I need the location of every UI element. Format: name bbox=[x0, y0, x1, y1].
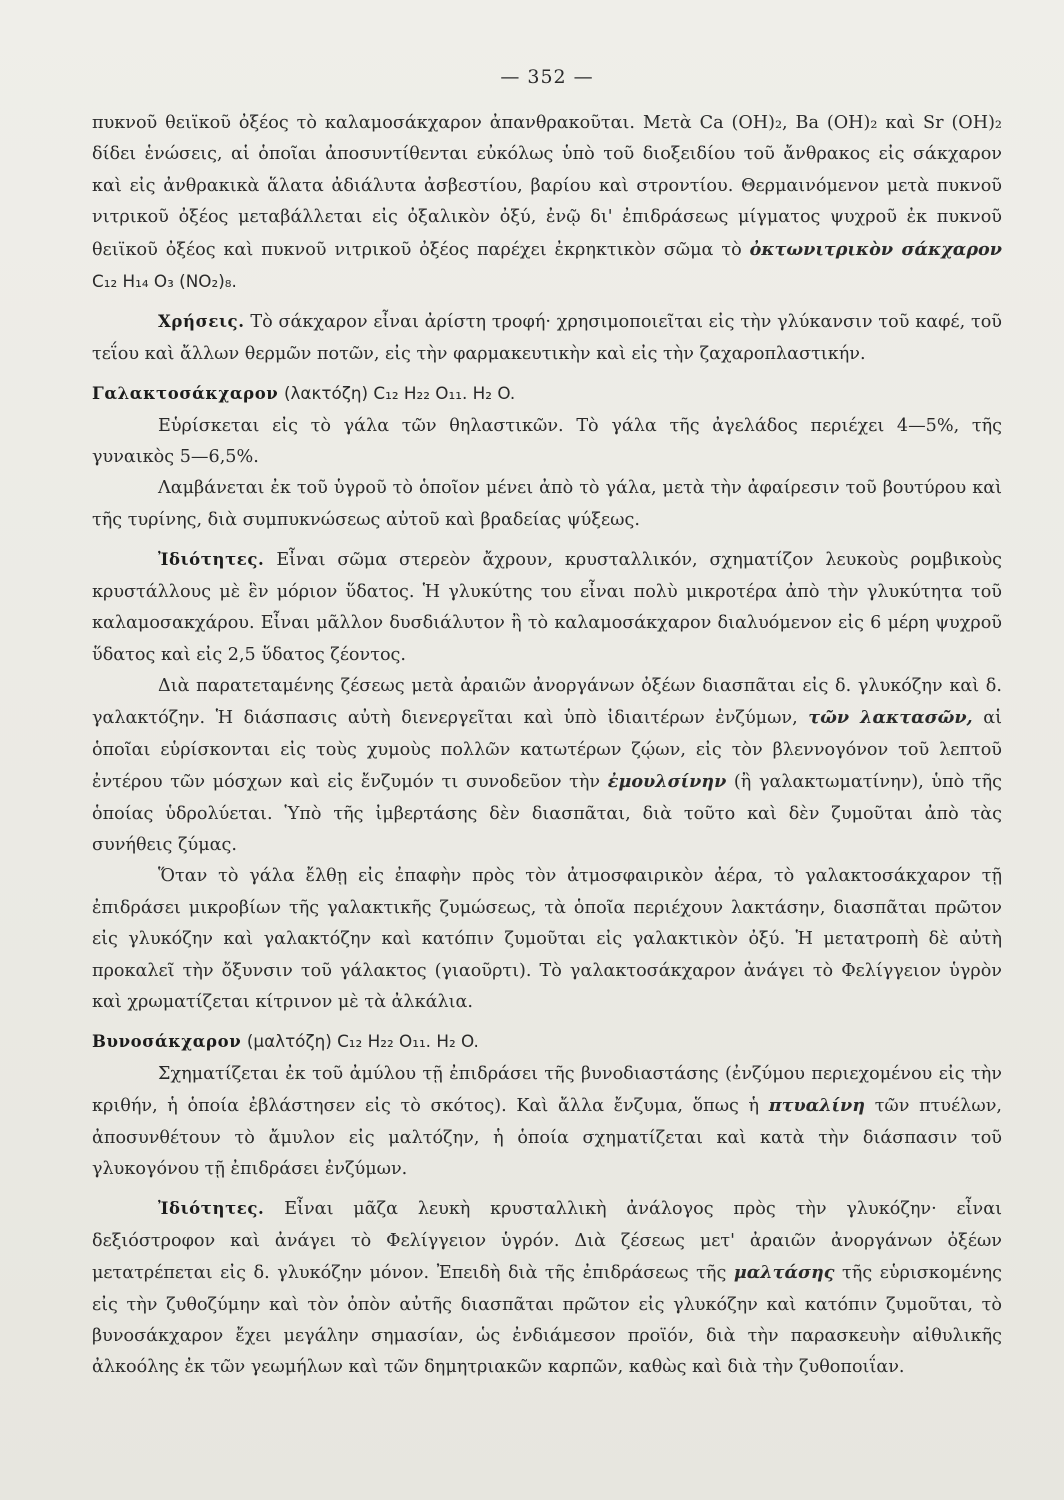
paragraph-maltose-formation bbox=[92, 1059, 1002, 1186]
paragraph-lactose-properties bbox=[92, 544, 1002, 671]
ptyalin-term: πτυαλίνη bbox=[768, 1095, 866, 1117]
octanitro-sugar-term: ὀκτωνιτρικὸν σάκχαρον bbox=[749, 238, 1002, 260]
maltose-properties-text-a: Εἶναι μᾶζα λευκὴ κρυσταλλικὴ ἀνάλογος πρὸς τὴν γλυκόζην· εἶναι δεξιόστροφον καὶ ἀνάγει τὸ Φελίγγειον ὑγρόν. Διὰ ζέσεως μετ' ἀραιῶν ἀνοργάνων ὀξέων μετατρέπεται εἰς δ. γλυκόζην μόνον. Ἐπειδὴ διὰ τῆς ἐπιδράσεως τῆς bbox=[92, 1199, 1003, 1284]
emulsin-term: ἐμουλσίνην bbox=[607, 771, 727, 793]
lactose-properties-text: Εἶναι σῶμα στερεὸν ἄχρουν, κρυσταλλικόν, σχηματίζον λευκοὺς ρομβικοὺς κρυστάλλους μὲ ἓν μόριον ὕδατος. Ἡ γλυκύτης του εἶναι πολὺ μικροτέρα ἀπὸ τὴν γλυκύτητα τοῦ καλαμοσακχάρου. Εἶναι μᾶλλον δυσδιάλυτον ἢ τὸ καλαμοσάκχαρον διαλυόμενον εἰς 6 μέρη ψυχροῦ ὕδατος καὶ εἰς 2,5 ὕδατος ζέοντος. bbox=[92, 550, 1002, 665]
uses-heading: Χρήσεις. bbox=[158, 312, 245, 332]
hydrolysis-text-a: Διὰ παρατεταμένης ζέσεως μετὰ ἀραιῶν ἀνοργάνων ὀξέων διασπᾶται εἰς δ. γλυκόζην καὶ δ. γαλακτόζην. Ἡ διάσπασις αὐτὴ διενεργεῖται καὶ ὑπὸ ἰδιαιτέρων ἐνζύμων, bbox=[92, 675, 1002, 729]
hydrolysis-text-b: αἱ ὁποῖαι εὑρίσκονται εἰς τοὺς χυμοὺς πολλῶν κατωτέρων ζῴων, εἰς τὸν βλεννογόνον τοῦ λεπτοῦ ἐντέρου τῶν μόσχων καὶ εἰς ἔνζυμόν τι συνοδεῦον τὴν bbox=[92, 708, 1003, 793]
paragraph-lactose-occurrence: Εὑρίσκεται εἰς τὸ γάλα τῶν θηλαστικῶν. Τὸ γάλα τῆς ἀγελάδος περιέχει 4—5%, τῆς γυναικὸς 5—6,5%. bbox=[92, 415, 1002, 468]
maltose-formation-text-a: Σχηματίζεται ἐκ τοῦ ἀμύλου τῇ ἐπιδράσει τῆς βυνοδιαστάσης (ἐνζύμου περιεχομένου εἰς τὴν κριθήν, ἡ ὁποία ἐβλάστησεν εἰς τὸ σκότος). Καὶ ἄλλα ἔνζυμα, ὅπως ἡ bbox=[92, 1063, 1002, 1117]
paragraph-uses bbox=[92, 306, 1002, 370]
hydrolysis-text-c: (ἢ γαλακτωματίνην), ὑπὸ τῆς ὁποίας ὑδρολύεται. Ὑπὸ τῆς ἰμβερτάσης δὲν διασπᾶται, διὰ τοῦτο καὶ δὲν ζυμοῦται ἀπὸ τὰς συνήθεις ζύμας. bbox=[92, 772, 1003, 855]
maltose-formation-text-b: τῶν πτυέλων, ἀποσυνθέτουν τὸ ἄμυλον εἰς μαλτόζην, ἡ ὁποία σχηματίζεται καὶ κατὰ τὴν διάσπασιν τοῦ γλυκογόνου τῇ ἐπιδράσει ἐνζύμων. bbox=[92, 1096, 1002, 1179]
page-number: — 352 — bbox=[500, 66, 594, 88]
maltose-heading: Βυνοσάκχαρον bbox=[92, 1032, 242, 1052]
maltose-heading-line bbox=[92, 1026, 1002, 1058]
maltase-term: μαλτάσης bbox=[733, 1262, 835, 1284]
octanitro-formula: C₁₂ H₁₄ O₃ (NO₂)₈. bbox=[92, 271, 237, 292]
paragraph-lactose-hydrolysis bbox=[92, 671, 1002, 861]
lactose-properties-heading: Ἰδιότητες. bbox=[158, 550, 265, 570]
paragraph-lactose-fermentation: Ὅταν τὸ γάλα ἔλθῃ εἰς ἐπαφὴν πρὸς τὸν ἀτμοσφαιρικὸν ἀέρα, τὸ γαλακτοσάκχαρον τῇ ἐπιδράσει μικροβίων τῆς γαλακτικῆς ζυμώσεως, τὰ ὁποῖα περιέχουν λακτάσην, διασπᾶται πρῶτον εἰς γλυκόζην καὶ γαλακτόζην καὶ κατόπιν ζυμοῦται εἰς γαλακτικὸν ὀξύ. Ἡ μετατροπὴ δὲ αὐτὴ προκαλεῖ τὴν ὄξυνσιν τοῦ γάλακτος (γιαοῦρτι). Τὸ γαλακτοσάκχαρον ἀνάγει τὸ Φελίγγειον ὑγρὸν καὶ χρωματίζεται κίτρινον μὲ τὰ ἀλκάλια. bbox=[92, 866, 1002, 1012]
lactose-heading: Γαλακτοσάκχαρον bbox=[92, 384, 279, 404]
paragraph-maltose-properties bbox=[92, 1193, 1002, 1383]
uses-text: Τὸ σάκχαρον εἶναι ἀρίστη τροφή· χρησιμοποιεῖται εἰς τὴν γλύκανσιν τοῦ καφέ, τοῦ τεΐου καὶ ἄλλων θερμῶν ποτῶν, εἰς τὴν φαρμακευτικὴν καὶ εἰς τὴν ζαχαροπλαστικήν. bbox=[92, 312, 1002, 364]
maltose-properties-text-b: τῆς εὑρισκομένης εἰς τὴν ζυθοζύμην καὶ τὸν ὀπὸν αὐτῆς διασπᾶται πρῶτον εἰς γλυκόζην καὶ κατόπιν ζυμοῦται, τὸ βυνοσάκχαρον ἔχει μεγάλην σημασίαν, ὡς ἐνδιάμεσον προϊόν, διὰ τὴν παρασκευὴν αἰθυλικῆς ἀλκοόλης ἐκ τῶν γεωμήλων καὶ τῶν δημητριακῶν καρπῶν, καθὼς καὶ διὰ τὴν ζυθοποιΐαν. bbox=[92, 1263, 1003, 1378]
paragraph-text: πυκνοῦ θειϊκοῦ ὀξέος τὸ καλαμοσάκχαρον ἀπανθρακοῦται. Μετὰ Ca (OH)₂, Ba (OH)₂ καὶ Sr (OH)₂ δίδει ἑνώσεις, αἱ ὁποῖαι ἀποσυντίθενται εὐκόλως ὑπὸ τοῦ διοξειδίου τοῦ ἄνθρακος εἰς σάκχαρον καὶ εἰς ἀνθρακικὰ ἅλατα ἀδιάλυτα ἀσβεστίου, βαρίου καὶ στροντίου. Θερμαινόμενον μετὰ πυκνοῦ νιτρικοῦ ὀξέος μεταβάλλεται εἰς ὀξαλικὸν ὀξύ, ἐνῷ δι' ἐπιδράσεως μίγματος ψυχροῦ ἐκ πυκνοῦ θειϊκοῦ ὀξέος καὶ πυκνοῦ νιτρικοῦ ὀξέος παρέχει ἐκρηκτικὸν σῶμα τὸ bbox=[92, 113, 1002, 260]
maltose-formula: (μαλτόζη) C₁₂ H₂₂ O₁₁. H₂ O. bbox=[246, 1031, 479, 1052]
maltose-properties-heading: Ἰδιότητες. bbox=[158, 1199, 265, 1219]
lactase-term: τῶν λακτασῶν, bbox=[808, 707, 973, 729]
paragraph-lactose-preparation: Λαμβάνεται ἐκ τοῦ ὑγροῦ τὸ ὁποῖον μένει ἀπὸ τὸ γάλα, μετὰ τὴν ἀφαίρεσιν τοῦ βουτύρου καὶ τῆς τυρίνης, διὰ συμπυκνώσεως αὐτοῦ καὶ βραδείας ψύξεως. bbox=[92, 478, 1002, 530]
lactose-heading-line bbox=[92, 378, 1002, 410]
paragraph-cane-sugar-reactions bbox=[92, 108, 1002, 298]
lactose-formula: (λακτόζη) C₁₂ H₂₂ O₁₁. H₂ O. bbox=[283, 383, 516, 404]
